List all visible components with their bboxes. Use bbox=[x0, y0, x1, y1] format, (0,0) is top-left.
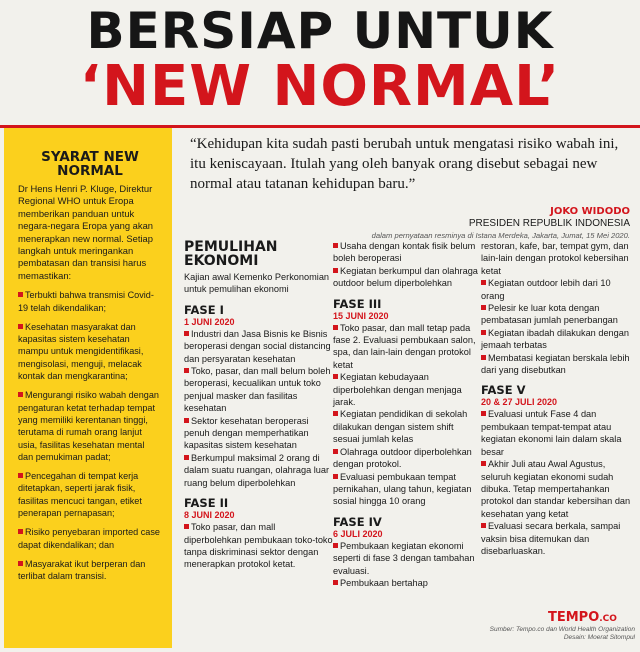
bullet-square-icon bbox=[333, 374, 338, 379]
tempo-logo: TEMPO.CO bbox=[548, 610, 617, 625]
list-item: Industri dan Jasa Bisnis ke Bisnis beroperasi dengan social distancing dan persyaratan kesehatan bbox=[184, 328, 331, 364]
phase-date: 1 JUNI 2020 bbox=[184, 316, 235, 327]
bullet-square-icon bbox=[481, 523, 486, 528]
bullet-square-icon bbox=[481, 305, 486, 310]
bullet-square-icon bbox=[184, 455, 189, 460]
list-item-continued: restoran, kafe, bar, tempat gym, dan lain-lain dengan protokol kebersihan ketat bbox=[481, 241, 629, 276]
column-2 bbox=[333, 240, 478, 589]
bullet-square-icon bbox=[184, 368, 189, 373]
bullet-square-icon bbox=[18, 292, 23, 297]
bullet-square-icon bbox=[184, 331, 189, 336]
bullet-square-icon bbox=[333, 243, 338, 248]
quote-text: “Kehidupan kita sudah pasti berubah untuk mengatasi risiko wabah ini, itu keniscayaan. Itulah yang oleh banyak orang disebut sebagai new normal atau tatanan kehidupan baru.” bbox=[190, 136, 619, 192]
bullet-square-icon bbox=[18, 561, 23, 566]
phase-date: 15 JUNI 2020 bbox=[333, 310, 389, 321]
list-item: Membatasi kegiatan berskala lebih dari yang disebutkan bbox=[481, 352, 630, 376]
list-item: Terbukti bahwa transmisi Covid-19 telah dikendalikan; bbox=[18, 290, 154, 313]
bullet-square-icon bbox=[18, 473, 23, 478]
phase-date: 6 JULI 2020 bbox=[333, 528, 383, 539]
bullet-square-icon bbox=[481, 280, 486, 285]
bullet-square-icon bbox=[333, 268, 338, 273]
list-item: Pencegahan di tempat kerja ditetapkan, seperti jarak fisik, fasilitas mencuci tangan, etiket penerapan pernapasan; bbox=[18, 471, 142, 518]
sidebar-title: SYARAT NEW NORMAL bbox=[41, 149, 139, 179]
list-item: Pembukaan bertahap bbox=[333, 577, 478, 589]
list-item: Kegiatan outdoor lebih dari 10 orang bbox=[481, 278, 611, 301]
bullet-square-icon bbox=[333, 325, 338, 330]
bullet-square-icon bbox=[481, 411, 486, 416]
list-item: Kesehatan masyarakat dan kapasitas sistem kesehatan mampu untuk mengidentifikasi, mengisolasi, menguji, melacak kontak dan mengkarantina; bbox=[18, 321, 144, 382]
bullet-square-icon bbox=[333, 543, 338, 548]
list-item: Kegiatan berkumpul dan olahraga outdoor belum diperbolehkan bbox=[333, 265, 478, 289]
bullet-square-icon bbox=[18, 392, 23, 397]
sidebar-requirements bbox=[4, 128, 172, 648]
list-item: Pembukaan kegiatan ekonomi seperti di fase 3 dengan tambahan evaluasi. bbox=[333, 540, 475, 576]
headline-line2: ‘NEW NORMAL’ bbox=[79, 54, 561, 119]
bullet-square-icon bbox=[481, 461, 486, 466]
column-1 bbox=[184, 240, 334, 571]
sidebar-intro: Dr Hens Henri P. Kluge, Direktur Regional WHO untuk Eropa memberikan panduan untuk negara-negara Eropa yang akan menerapkan new normal. Setiap langkah untuk meringankan pembatasan dan transisi harus memastikan: bbox=[18, 183, 153, 281]
bullet-square-icon bbox=[481, 330, 486, 335]
list-item: Olahraga outdoor diperbolehkan dengan protokol. bbox=[333, 446, 472, 470]
list-item: Pelesir ke luar kota dengan pembatasan jumlah penerbangan bbox=[481, 303, 618, 326]
phase-title: FASE III bbox=[333, 296, 382, 311]
source-credit: Sumber: Tempo.co dan World Health Organization bbox=[489, 626, 635, 633]
phase-title: FASE V bbox=[481, 383, 526, 398]
list-item: Usaha dengan kontak fisik belum boleh beroperasi bbox=[333, 241, 476, 264]
quote-source-note: dalam pernyataan resminya di Istana Merdeka, Jakarta, Jumat, 15 Mei 2020. bbox=[371, 231, 630, 240]
list-item: Evaluasi secara berkala, sampai vaksin bisa ditemukan dan disebarluaskan. bbox=[481, 521, 621, 556]
section-subtitle: Kajian awal Kemenko Perkonomian untuk pemulihan ekonomi bbox=[184, 272, 330, 295]
list-item: Kegiatan pendidikan di sekolah dilakukan dengan sistem shift sesuai jumlah kelas bbox=[333, 409, 468, 445]
bullet-square-icon bbox=[481, 355, 486, 360]
list-item: Sektor kesehatan beroperasi penuh dengan memperhatikan kapasitas sistem kesehatan bbox=[184, 415, 309, 451]
list-item: Mengurangi risiko wabah dengan pengaturan ketat terhadap tempat yang memiliki kerentanan tinggi, terutama di rumah orang lanjut usia, fasilitas kesehatan mental dan pemukiman padat; bbox=[18, 390, 159, 462]
phase-title: FASE II bbox=[184, 496, 229, 511]
list-item: Masyarakat ikut berperan dan terlibat dalam transisi. bbox=[18, 558, 146, 582]
bullet-square-icon bbox=[333, 474, 338, 479]
list-item: Evaluasi untuk Fase 4 dan pembukaan tempat-tempat atau kegiatan ekonomi lain dalam skala besar bbox=[481, 409, 622, 457]
list-item: Berkumpul maksimal 2 orang di dalam suatu ruangan, olahraga luar ruang belum diperbolehkan bbox=[184, 452, 330, 488]
list-item: Risiko penyebaran imported case dapat dikendalikan; dan bbox=[18, 527, 160, 550]
bullet-square-icon bbox=[18, 529, 23, 534]
list-item: Toko, pasar, dan mall belum boleh beroperasi, kecualikan untuk toko penjual masker dan fasilitas kesehatan bbox=[184, 366, 331, 414]
list-item: Toko pasar, dan mall tetap pada fase 2. Evaluasi pembukaan salon, spa, dan lain-lain dengan protokol ketat bbox=[333, 322, 476, 370]
bullet-square-icon bbox=[333, 580, 338, 585]
quote-author-role: PRESIDEN REPUBLIK INDONESIA bbox=[468, 218, 630, 229]
column-3 bbox=[481, 240, 631, 557]
phase-title: FASE IV bbox=[333, 514, 382, 529]
bullet-square-icon bbox=[18, 324, 23, 329]
bullet-square-icon bbox=[333, 449, 338, 454]
headline-line1: BERSIAP UNTUK bbox=[86, 2, 554, 60]
list-item: Kegiatan ibadah dilakukan dengan jemaah terbatas bbox=[481, 327, 629, 351]
phase-title: FASE I bbox=[184, 302, 224, 317]
bullet-square-icon bbox=[184, 524, 189, 529]
list-item: Toko pasar, dan mall diperbolehkan pembukaan toko-toko tanpa diskriminasi sektor dengan menerapkan protokol ketat. bbox=[184, 522, 333, 570]
section-title: PEMULIHAN EKONOMI bbox=[184, 239, 278, 269]
list-item: Evaluasi pembukaan tempat pernikahan, ulang tahun, kegiatan sosial hingga 10 orang bbox=[333, 471, 472, 507]
design-credit: Desain: Moerat Sitompul bbox=[563, 634, 635, 641]
phase-date: 20 & 27 JULI 2020 bbox=[481, 397, 558, 408]
list-item: Kegiatan kebudayaan diperbolehkan dengan menjaga jarak. bbox=[333, 372, 462, 408]
bullet-square-icon bbox=[333, 411, 338, 416]
bullet-square-icon bbox=[184, 418, 189, 423]
credits bbox=[480, 626, 635, 642]
list-item: Akhir Juli atau Awal Agustus, seluruh kegiatan ekonomi sudah dibuka. Tetap mempertahankan protokol dan standar kebersihan dan kesehatan yang ketat bbox=[481, 459, 631, 519]
quote-author: JOKO WIDODO bbox=[550, 206, 630, 217]
phase-date: 8 JUNI 2020 bbox=[184, 510, 235, 521]
